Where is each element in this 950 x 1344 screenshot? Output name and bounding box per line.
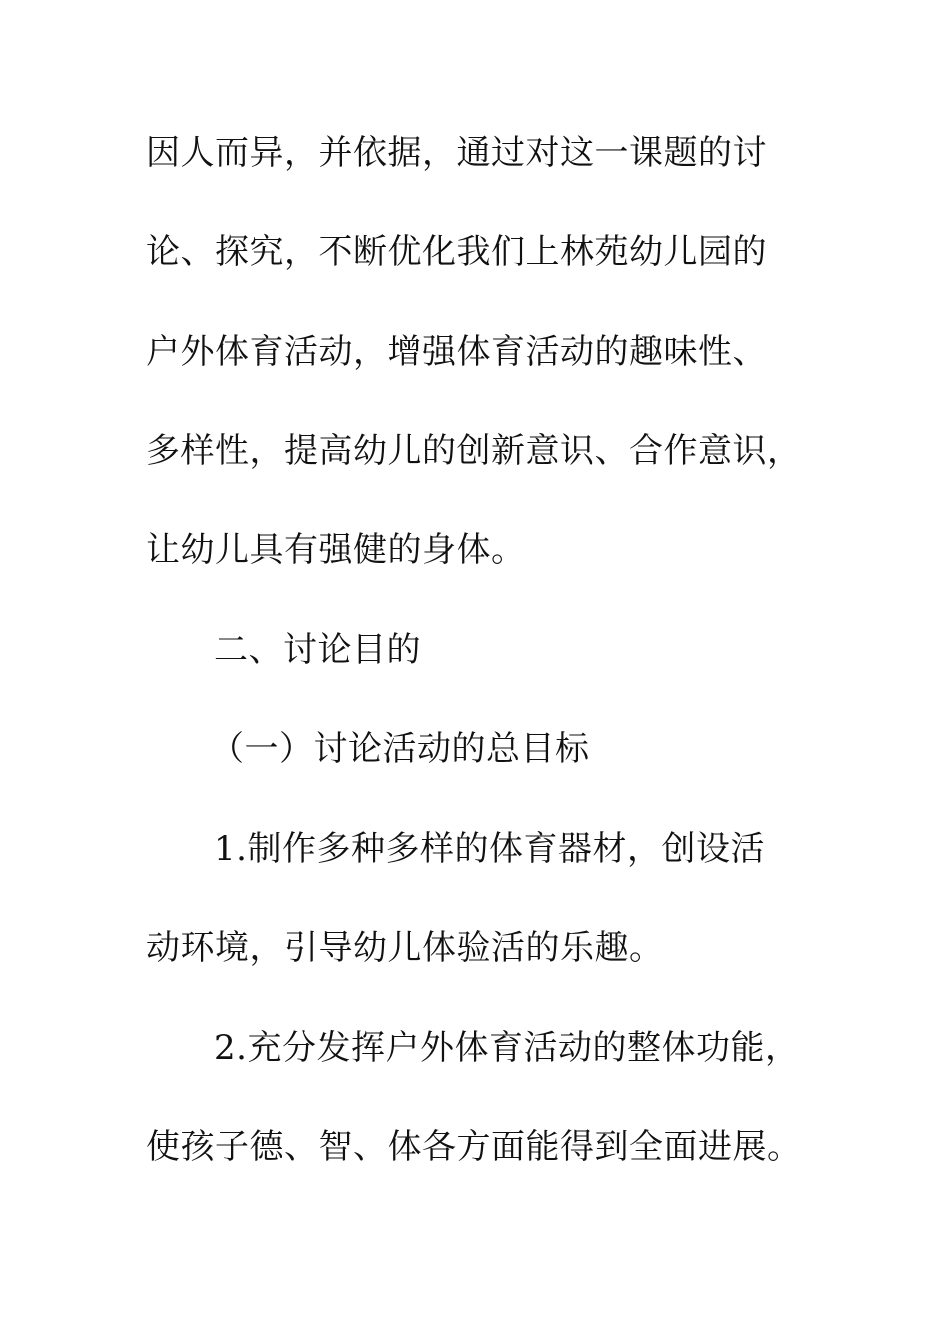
list-item-line: 1.制作多种多样的体育器材，创设活 <box>214 829 765 869</box>
paragraph-line: 多样性，提高幼儿的创新意识、合作意识， <box>146 431 802 471</box>
list-item-line: 动环境，引导幼儿体验活的乐趣。 <box>146 928 664 968</box>
list-item-line: 2.充分发挥户外体育活动的整体功能， <box>214 1028 800 1068</box>
section-heading: 二、讨论目的 <box>214 630 421 670</box>
paragraph-line: 因人而异，并依据，通过对这一课题的讨 <box>146 133 767 173</box>
paragraph-line: 户外体育活动，增强体育活动的趣味性、 <box>146 332 767 372</box>
list-item-line: 使孩子德、智、体各方面能得到全面进展。 <box>146 1127 802 1167</box>
subsection-heading: （一）讨论活动的总目标 <box>210 729 590 769</box>
paragraph-line: 论、探究，不断优化我们上林苑幼儿园的 <box>146 232 767 272</box>
paragraph-line: 让幼儿具有强健的身体。 <box>146 530 526 570</box>
